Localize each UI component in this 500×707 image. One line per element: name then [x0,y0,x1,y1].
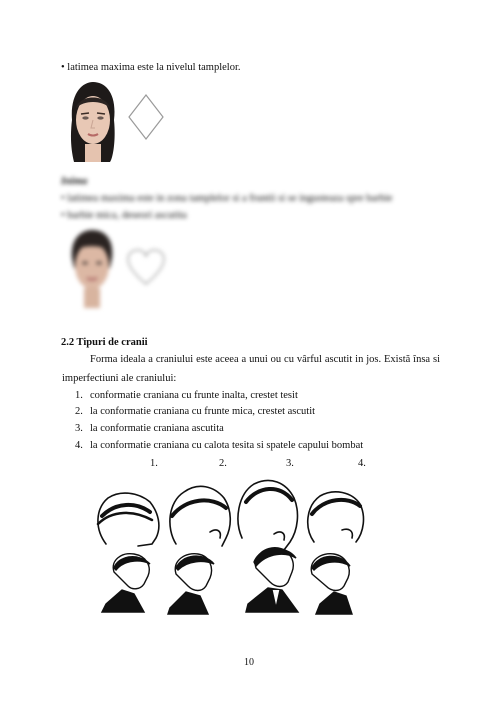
list-item-text: la conformatie craniana cu calota tesita si spatele capului bombat [90,440,364,451]
head-3 [246,548,298,612]
diamond-shape-icon [128,94,164,140]
head-1 [102,554,150,612]
figure-label-2: 2. [219,458,227,469]
skull-outline-1 [98,493,159,546]
skull-outline-4 [308,492,364,542]
heart-shape-icon [126,248,166,286]
skull-types-illustration [76,472,386,622]
skull-outline-3 [238,480,297,550]
head-4 [311,554,352,614]
figure-label-4: 4. [358,458,366,469]
figure-label-1: 1. [150,458,158,469]
list-item-text: la conformatie craniana ascutita [90,423,224,434]
blurred-bullet-1: • latimea maxima este in zona tamplelor si a fruntii si se ingusteaza spre barbie [61,193,393,204]
heads-row [102,548,352,614]
list-item [75,406,315,417]
list-item-text: conformatie craniana cu frunte inalta, crestet tesit [90,390,298,401]
list-item [75,440,363,451]
list-item [75,423,224,434]
blurred-bullet-2: • barbie mica, deseori ascutita [61,210,187,221]
face-illustration-heart [66,228,118,308]
list-item-number: 1. [75,390,83,401]
head-2 [168,554,214,614]
figure-label-3: 3. [286,458,294,469]
section-paragraph: Forma ideala a craniului este aceea a unui ou cu vârful ascutit in jos. Există însa si imperfectiuni ale craniului: [62,354,440,384]
list-item-number: 3. [75,423,83,434]
list-item-number: 4. [75,440,83,451]
section-title: 2.2 Tipuri de cranii [61,337,148,348]
face-illustration-diamond [66,80,120,162]
list-item-text: la conformatie craniana cu frunte mica, crestet ascutit [90,406,316,417]
list-item [75,390,298,401]
page-number: 10 [244,657,254,668]
list-item-number: 2. [75,406,83,417]
blurred-heading: Inima [61,176,88,187]
bullet-max-width-temples: • latimea maxima este la nivelul tamplelor. [61,62,241,73]
skull-outline-2 [170,486,230,546]
